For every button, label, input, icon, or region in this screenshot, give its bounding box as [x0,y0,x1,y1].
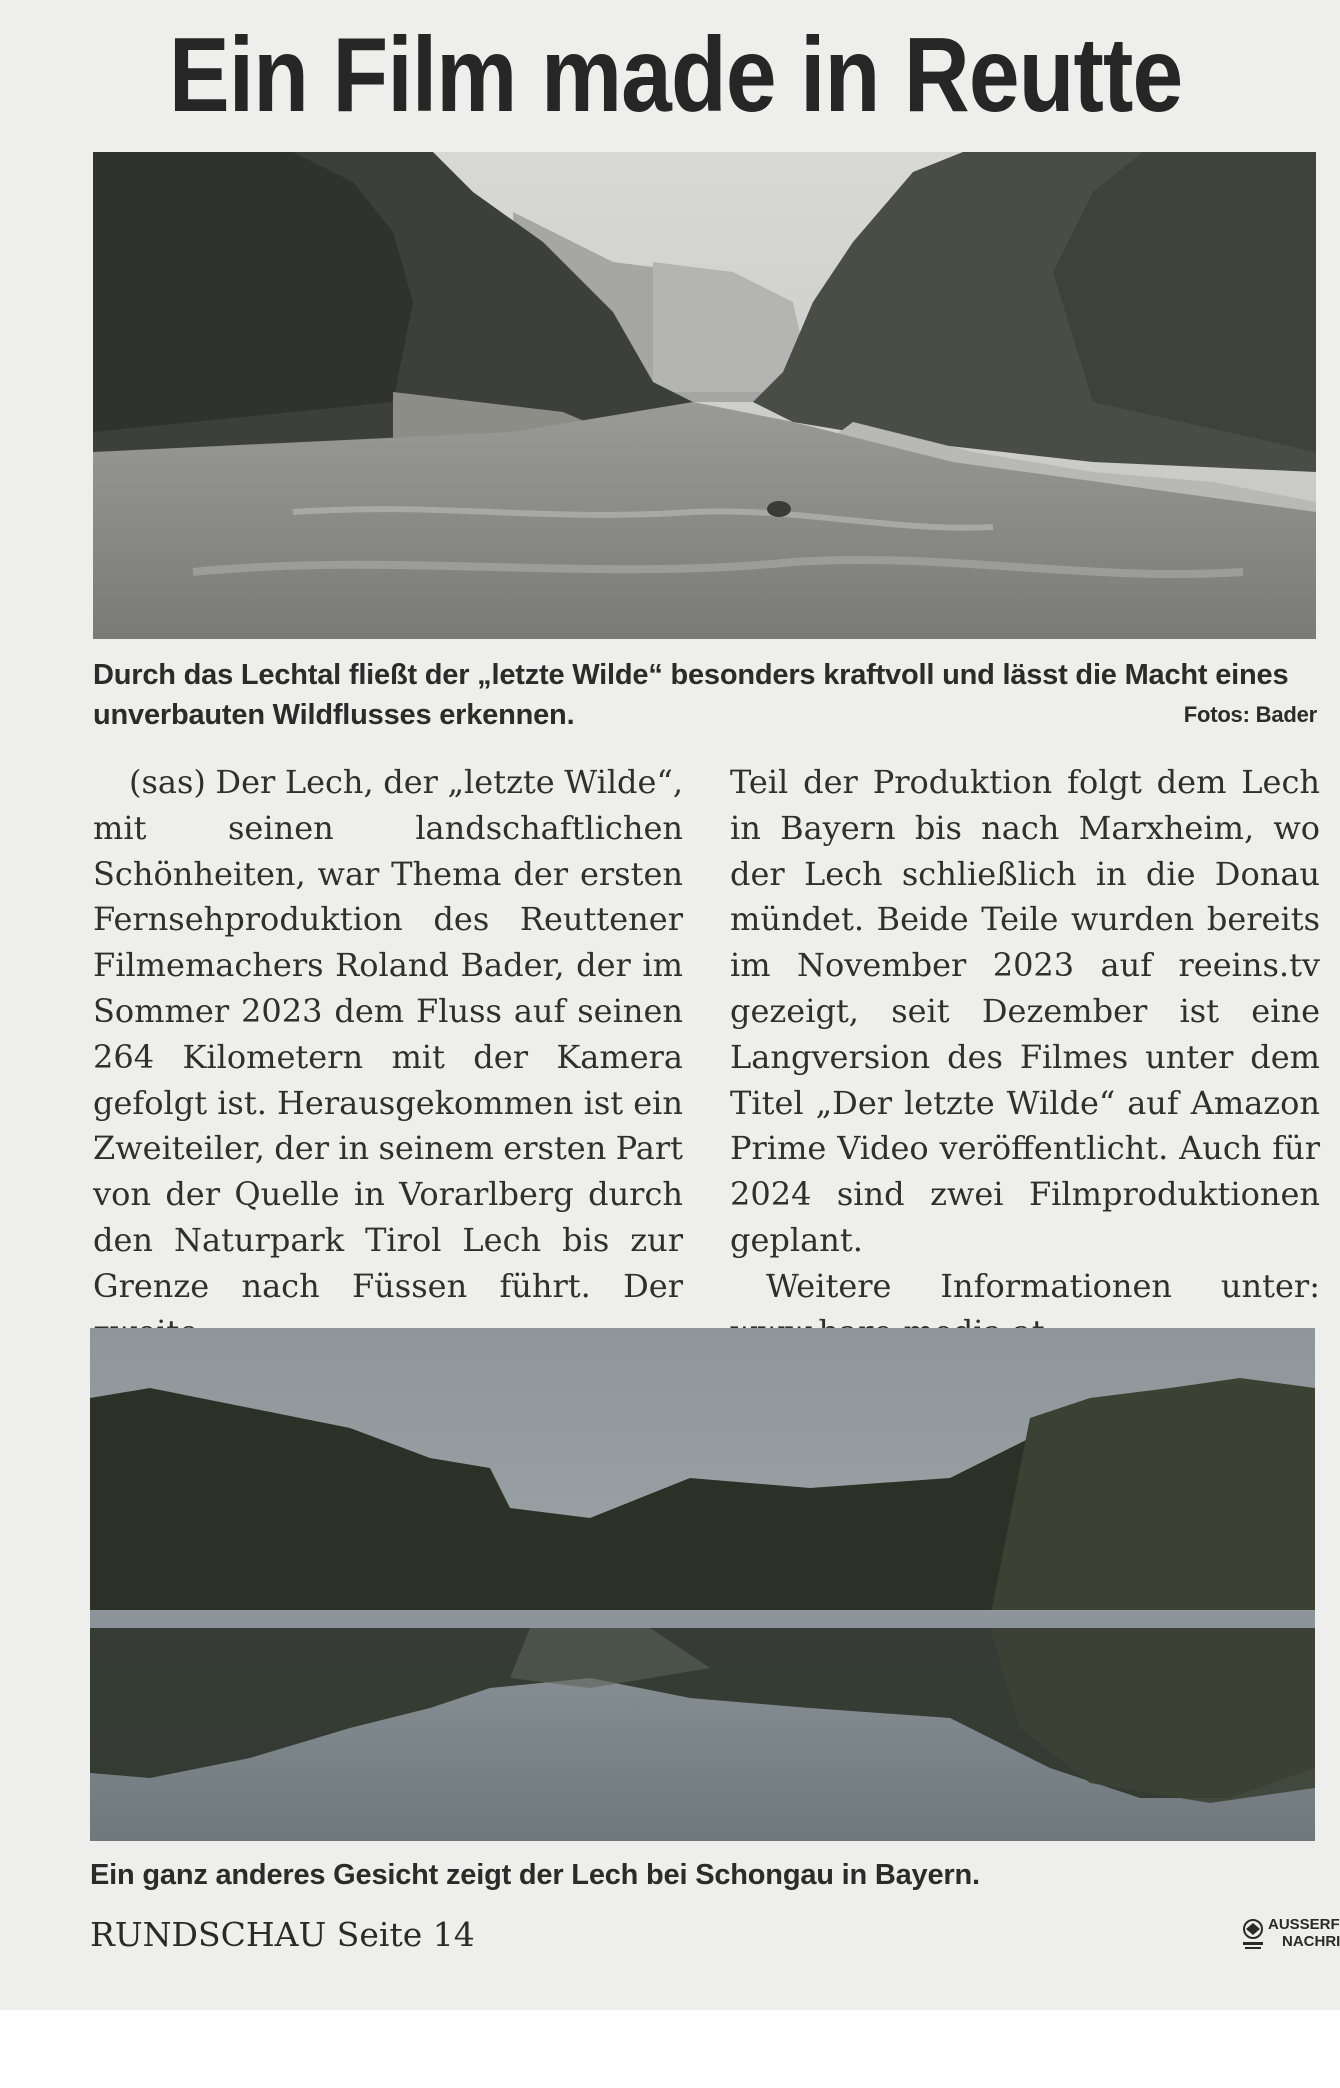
caption-top [93,655,1323,735]
headline: Ein Film made in Reutte [168,16,1183,134]
more-info-paragraph: Weitere Informationen unter: [766,1266,1320,1305]
logo-line-2: NACHRI [1282,1933,1340,1950]
lake-reflection-photo [90,1328,1315,1841]
publication-footer: RUNDSCHAU Seite 14 [90,1915,475,1954]
body-paragraph: Teil der Produktion folgt dem Lech in Bayern bis nach Marxheim, wo der Lech schließlich in die Donau mündet. Beide Teile wurden bereits im November 2023 auf reeins.tv gezeigt, seit Dezember ist eine Langversion des Filmes unter dem Titel „Der letzte Wilde“ auf Amazon Prime Video veröffentlicht. Auch für 2024 sind zwei Filmproduktionen geplant. [730,763,1320,1259]
photo-credit: Fotos: Bader [1183,702,1317,727]
article-body-right-column [730,760,1320,1355]
caption-bottom: Ein ganz anderes Gesicht zeigt der Lech bei Schongau in Bayern. [90,1859,980,1891]
article-body-left-column [93,760,683,1355]
publisher-logo [1240,1916,1340,1960]
body-paragraph: (sas) Der Lech, der „letzte Wilde“, mit seinen landschaftlichen Schönheiten, war Thema der ersten Fernsehproduktion des Reuttener Filmemachers Roland Bader, der im Sommer 2023 dem Fluss auf seinen 264 Kilometern mit der Kamera gefolgt ist. Herausgekommen ist ein Zweiteiler, der in seinem ersten Part von der Quelle in Vorarlberg durch den Naturpark Tirol Lech bis zur Grenze nach Füssen führt. Der [93,763,683,1305]
seal-icon [1240,1918,1266,1952]
caption-top-text: Durch das Lechtal fließt der „letzte Wilde“ besonders kraftvoll und lässt die Macht eines unverbauten Wildflusses erkennen. [93,659,1289,731]
logo-line-1: AUSSERF [1268,1916,1340,1933]
river-valley-photo [93,152,1316,639]
